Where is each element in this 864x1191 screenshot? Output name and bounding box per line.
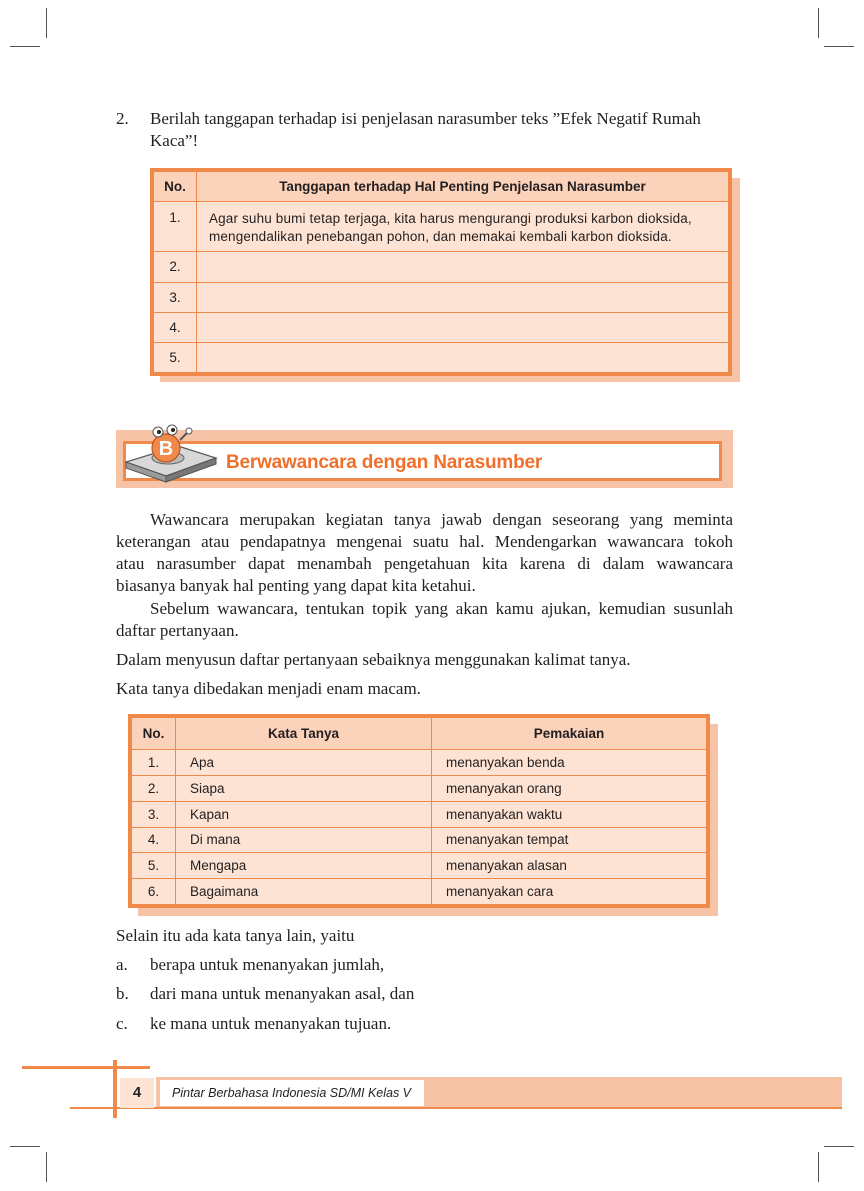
table2-row-word: Di mana: [176, 827, 432, 853]
list-item-label: c.: [116, 1014, 128, 1033]
crop-mark: [46, 1152, 47, 1182]
table1-row4-no: 4.: [154, 312, 197, 342]
table2-row-no: 5.: [132, 853, 176, 879]
table2-header-usage: Pemakaian: [432, 718, 707, 750]
crop-mark: [818, 8, 819, 38]
table2-row-usage: menanyakan cara: [432, 879, 707, 905]
list-item-text: ke mana untuk menanyakan tujuan.: [150, 1014, 392, 1033]
crop-mark: [818, 1152, 819, 1182]
table2-row-no: 3.: [132, 801, 176, 827]
list-item-label: b.: [116, 984, 129, 1003]
list-item-text: dari mana untuk menanyakan asal, dan: [150, 984, 415, 1003]
table-responses: [150, 168, 732, 376]
crop-mark: [824, 1146, 854, 1147]
table2-row-word: Apa: [176, 750, 432, 776]
question-text-line2: Kaca”!: [150, 131, 199, 150]
paragraph-1-line2: keterangan atau pendapatnya mengenai suatu hal. Mendengarkan wawancara tokoh: [116, 532, 733, 551]
computer-disk-icon: [122, 418, 222, 486]
crop-mark: [824, 46, 854, 47]
table1-row1-text: [197, 202, 729, 252]
table1-row3-text: [197, 282, 729, 312]
table2-row-usage: menanyakan benda: [432, 750, 707, 776]
paragraph-2-line2: daftar pertanyaan.: [116, 621, 239, 640]
table2-row-usage: menanyakan waktu: [432, 801, 707, 827]
question-text-line1: Berilah tanggapan terhadap isi penjelasan narasumber teks ”Efek Negatif Rumah: [150, 109, 701, 128]
table2-row-word: Kapan: [176, 801, 432, 827]
table1-row5-text: [197, 342, 729, 372]
table1-row4-text: [197, 312, 729, 342]
section-badge-letter: B: [158, 438, 174, 460]
footer-rule-bottom: [70, 1107, 842, 1109]
paragraph-2-line1: Sebelum wawancara, tentukan topik yang akan kamu ajukan, kemudian susunlah: [150, 599, 733, 618]
table2-header-no: No.: [132, 718, 176, 750]
footer-rule-vertical: [113, 1060, 117, 1118]
table2-row-no: 4.: [132, 827, 176, 853]
paragraph-1-line1: Wawancara merupakan kegiatan tanya jawab dengan seseorang yang meminta: [150, 510, 733, 529]
table2-row-word: Mengapa: [176, 853, 432, 879]
table-question-words: [128, 714, 710, 908]
list-item-label: a.: [116, 955, 128, 974]
table2-row-usage: menanyakan alasan: [432, 853, 707, 879]
table1-row5-no: 5.: [154, 342, 197, 372]
table1-header-no: No.: [154, 172, 197, 202]
table2-row-usage: menanyakan orang: [432, 775, 707, 801]
table1-row2-text: [197, 252, 729, 282]
paragraph-3: Dalam menyusun daftar pertanyaan sebaiknya menggunakan kalimat tanya.: [116, 650, 631, 669]
table1-header-response: Tanggapan terhadap Hal Penting Penjelasan Narasumber: [197, 172, 729, 202]
table2-row-no: 1.: [132, 750, 176, 776]
page-number: 4: [120, 1078, 154, 1108]
crop-mark: [46, 8, 47, 38]
paragraph-1-line4: biasanya banyak hal penting yang dapat kita ketahui.: [116, 576, 476, 595]
paragraph-1-line3: atau narasumber dapat menambah pengetahuan kita karena di dalam wawancara: [116, 554, 733, 573]
table2-row-usage: menanyakan tempat: [432, 827, 707, 853]
question-number: 2.: [116, 109, 129, 128]
table2-row-word: Bagaimana: [176, 879, 432, 905]
table2-row-no: 6.: [132, 879, 176, 905]
book-title: Pintar Berbahasa Indonesia SD/MI Kelas V: [172, 1086, 412, 1100]
crop-mark: [10, 46, 40, 47]
footer-rule-top: [22, 1066, 150, 1069]
section-title: Berwawancara dengan Narasumber: [226, 452, 543, 473]
table1-row3-no: 3.: [154, 282, 197, 312]
table1-row1-no: 1.: [154, 202, 197, 252]
paragraph-1: [116, 509, 733, 597]
table2-row-no: 2.: [132, 775, 176, 801]
extra-intro: Selain itu ada kata tanya lain, yaitu: [116, 926, 355, 945]
table2-row-word: Siapa: [176, 775, 432, 801]
paragraph-4: Kata tanya dibedakan menjadi enam macam.: [116, 679, 421, 698]
crop-mark: [10, 1146, 40, 1147]
table1-row1-line2: mengendalikan penebangan pohon, dan memakai kembali karbon dioksida.: [209, 229, 672, 245]
table1-row2-no: 2.: [154, 252, 197, 282]
list-item-text: berapa untuk menanyakan jumlah,: [150, 955, 385, 974]
table1-row1-line1: Agar suhu bumi tetap terjaga, kita harus mengurangi produksi karbon dioksida,: [209, 211, 692, 227]
paragraph-2: [116, 598, 733, 642]
table2-header-word: Kata Tanya: [176, 718, 432, 750]
